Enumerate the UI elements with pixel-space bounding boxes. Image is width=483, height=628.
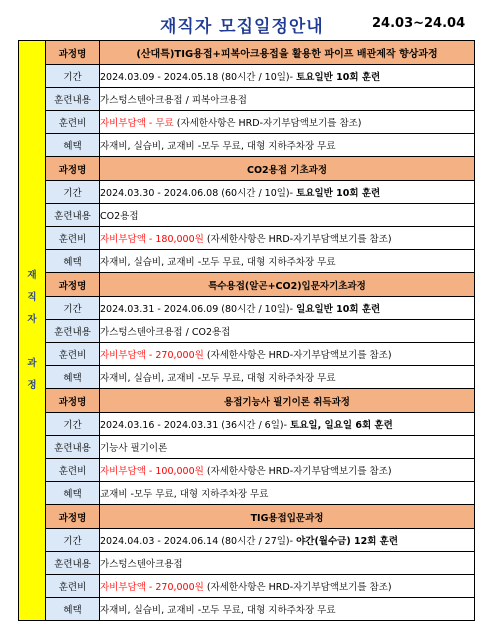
- course-fee-row: [19, 575, 475, 598]
- period-value: [100, 413, 475, 436]
- course-header-row: [19, 505, 475, 529]
- course-benefit-row: [19, 250, 475, 273]
- period-dates: 2024.03.30 - 2024.06.08 (60시간 / 10일)-: [100, 188, 297, 199]
- fee-amount: 자비부담액 - 270,000원: [100, 582, 204, 593]
- course-content-row: [19, 552, 475, 575]
- content-label: 훈련내용: [46, 552, 100, 575]
- period-dates: 2024.03.31 - 2024.06.09 (80시간 / 10일)-: [100, 304, 297, 315]
- recruitment-period: 24.03~24.04: [372, 16, 466, 31]
- period-label: 기간: [46, 181, 100, 204]
- page-title: 재직자 모집일정안내: [160, 17, 324, 37]
- content-value: 가스텅스텐아크용접: [100, 552, 475, 575]
- fee-value: [100, 227, 475, 250]
- course-benefit-row: [19, 482, 475, 505]
- course-benefit-row: [19, 598, 475, 621]
- course-name: 용접기능사 필기이론 취득과정: [100, 389, 475, 413]
- course-name: (산대특)TIG용접+피복아크용접을 활용한 파이프 배관제작 향상과정: [100, 41, 475, 65]
- fee-value: [100, 459, 475, 482]
- content-value: 가스텅스텐아크용접 / 피복아크용접: [100, 88, 475, 111]
- period-schedule: 토요일반 10회 훈련: [296, 188, 381, 199]
- fee-label: 훈련비: [46, 343, 100, 366]
- course-content-row: [19, 436, 475, 459]
- course-header-row: [19, 389, 475, 413]
- course-period-row: [19, 181, 475, 204]
- course-period-row: [19, 297, 475, 320]
- fee-note: (자세한사항은 HRD-자기부담액보기를 참조): [203, 466, 392, 477]
- period-value: [100, 181, 475, 204]
- benefit-value: 자재비, 실습비, 교재비 -모두 무료, 대형 지하주차장 무료: [100, 598, 475, 621]
- period-schedule: 토요일반 10회 훈련: [296, 72, 381, 83]
- fee-note: (자세한사항은 HRD-자기부담액보기를 참조): [203, 582, 392, 593]
- benefit-value: 자재비, 실습비, 교재비 -모두 무료, 대형 지하주차장 무료: [100, 366, 475, 389]
- course-header-row: [19, 273, 475, 297]
- fee-amount: 자비부담액 - 100,000원: [100, 466, 204, 477]
- course-content-row: [19, 320, 475, 343]
- course-period-row: [19, 65, 475, 88]
- content-value: 가스텅스텐아크용접 / CO2용접: [100, 320, 475, 343]
- fee-amount: 자비부담액 - 270,000원: [100, 350, 204, 361]
- content-value: 기능사 필기이론: [100, 436, 475, 459]
- course-fee-row: [19, 343, 475, 366]
- fee-label: 훈련비: [46, 111, 100, 134]
- course-name-label: 과정명: [46, 389, 100, 413]
- course-name: 특수용접(알곤+CO2)입문자기초과정: [100, 273, 475, 297]
- benefit-label: 혜택: [46, 482, 100, 505]
- period-label: 기간: [46, 297, 100, 320]
- fee-note: (자세한사항은 HRD-자기부담액보기를 참조): [203, 350, 392, 361]
- content-label: 훈련내용: [46, 88, 100, 111]
- course-content-row: [19, 88, 475, 111]
- page-header: [0, 6, 483, 36]
- course-benefit-row: [19, 366, 475, 389]
- period-schedule: 야간(월수금) 12회 훈련: [296, 536, 399, 547]
- fee-value: [100, 575, 475, 598]
- course-fee-row: [19, 459, 475, 482]
- course-header-row: [19, 41, 475, 65]
- benefit-value: 자재비, 실습비, 교재비 -모두 무료, 대형 지하주차장 무료: [100, 250, 475, 273]
- course-period-row: [19, 529, 475, 552]
- fee-amount: 자비부담액 - 180,000원: [100, 234, 204, 245]
- benefit-value: 교재비 -모두 무료, 대형 지하주차장 무료: [100, 482, 475, 505]
- schedule-table: [18, 40, 475, 621]
- benefit-label: 혜택: [46, 134, 100, 157]
- course-header-row: [19, 157, 475, 181]
- fee-label: 훈련비: [46, 459, 100, 482]
- fee-label: 훈련비: [46, 575, 100, 598]
- period-label: 기간: [46, 529, 100, 552]
- benefit-label: 혜택: [46, 250, 100, 273]
- fee-amount: 자비부담액 - 무료: [100, 118, 174, 129]
- period-dates: 2024.03.09 - 2024.05.18 (80시간 / 10일)-: [100, 72, 297, 83]
- period-value: [100, 65, 475, 88]
- period-schedule: 토요일, 일요일 6회 훈련: [290, 420, 393, 431]
- period-value: [100, 297, 475, 320]
- period-label: 기간: [46, 413, 100, 436]
- fee-value: [100, 343, 475, 366]
- period-schedule: 일요일반 10회 훈련: [296, 304, 381, 315]
- course-name-label: 과정명: [46, 505, 100, 529]
- content-value: CO2용접: [100, 204, 475, 227]
- fee-note: (자세한사항은 HRD-자기부담액보기를 참조): [173, 118, 362, 129]
- course-name: TIG용접입문과정: [100, 505, 475, 529]
- course-benefit-row: [19, 134, 475, 157]
- benefit-label: 혜택: [46, 366, 100, 389]
- side-category-text: 재 직 자 과 정: [27, 269, 37, 391]
- course-name: CO2용접 기초과정: [100, 157, 475, 181]
- content-label: 훈련내용: [46, 436, 100, 459]
- content-label: 훈련내용: [46, 204, 100, 227]
- fee-value: [100, 111, 475, 134]
- period-dates: 2024.03.16 - 2024.03.31 (36시간 / 6일)-: [100, 420, 291, 431]
- course-name-label: 과정명: [46, 41, 100, 65]
- period-label: 기간: [46, 65, 100, 88]
- period-dates: 2024.04.03 - 2024.06.14 (80시간 / 27일)-: [100, 536, 297, 547]
- fee-note: (자세한사항은 HRD-자기부담액보기를 참조): [203, 234, 392, 245]
- course-fee-row: [19, 227, 475, 250]
- content-label: 훈련내용: [46, 320, 100, 343]
- benefit-label: 혜택: [46, 598, 100, 621]
- side-category-label: [19, 41, 46, 621]
- benefit-value: 자재비, 실습비, 교재비 -모두 무료, 대형 지하주차장 무료: [100, 134, 475, 157]
- fee-label: 훈련비: [46, 227, 100, 250]
- course-content-row: [19, 204, 475, 227]
- course-name-label: 과정명: [46, 273, 100, 297]
- course-period-row: [19, 413, 475, 436]
- period-value: [100, 529, 475, 552]
- course-name-label: 과정명: [46, 157, 100, 181]
- course-fee-row: [19, 111, 475, 134]
